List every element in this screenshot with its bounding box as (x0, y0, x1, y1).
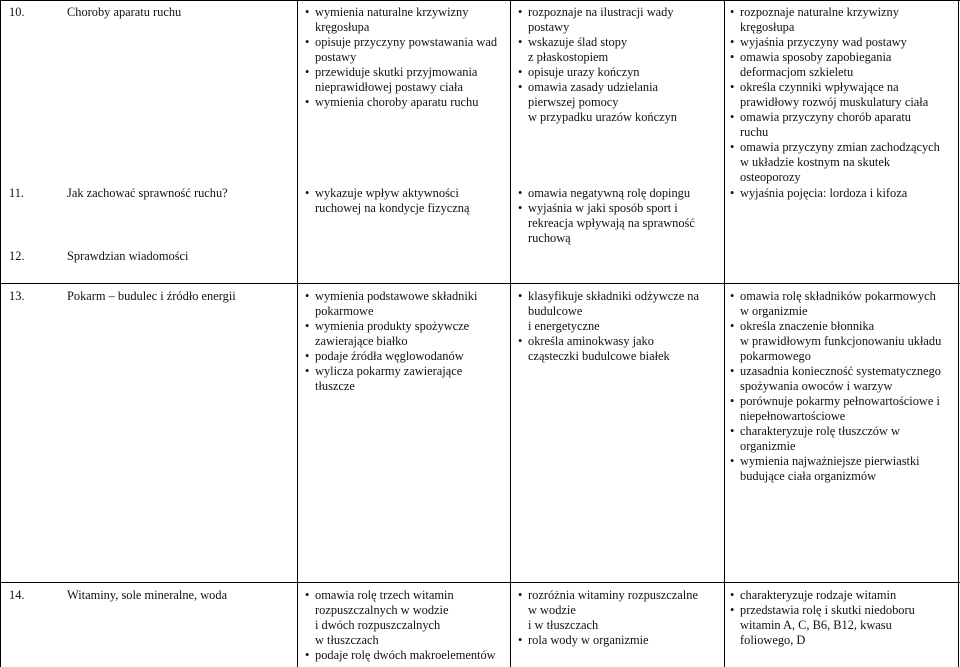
topic-title: Choroby aparatu ruchu (67, 5, 182, 19)
topic-title: Witaminy, sole mineralne, woda (67, 588, 228, 602)
topic-title: Pokarm – budulec i źródło energii (67, 289, 236, 303)
list-item: • przewiduje skutki przyjmowania nieprawidłowej postawy ciała (303, 65, 508, 95)
list-item: • rola wody w organizmie (516, 633, 722, 648)
list-item: • opisuje urazy kończyn (516, 65, 722, 80)
list-item: • wymienia choroby aparatu ruchu (303, 95, 508, 110)
list-item: • omawia rolę trzech witamin rozpuszczalnych w wodzie i dwóch rozpuszczalnych w tłuszczach (303, 588, 508, 648)
topic-entry (9, 289, 295, 304)
topic-cell (9, 588, 295, 603)
list-item: • określa aminokwasy jako cząsteczki budulcowe białek (516, 334, 722, 364)
requirements-basic-cell (303, 5, 508, 110)
column-divider (724, 0, 725, 667)
requirements-basic-cell (303, 588, 508, 663)
requirements-advanced-cell (728, 186, 958, 201)
requirements-advanced-cell (728, 5, 958, 185)
topic-cell (9, 289, 295, 304)
list-item: • rozpoznaje naturalne krzywizny kręgosłupa (728, 5, 958, 35)
list-item: • wylicza pokarmy zawierające tłuszcze (303, 364, 508, 394)
topic-cell (9, 186, 295, 201)
requirements-basic-cell (303, 186, 508, 216)
topic-title: Jak zachować sprawność ruchu? (67, 186, 228, 200)
list-item: • wymienia naturalne krzywizny kręgosłupa (303, 5, 508, 35)
row-divider (0, 582, 960, 583)
topic-entry (9, 5, 295, 20)
requirements-basic-cell (303, 289, 508, 394)
list-item: • porównuje pokarmy pełnowartościowe i niepełnowartościowe (728, 394, 958, 424)
requirements-extended-cell (516, 588, 722, 648)
list-item: • omawia rolę składników pokarmowych w organizmie (728, 289, 958, 319)
topic-entry (9, 249, 295, 264)
list-item: • omawia zasady udzielania pierwszej pomocy w przypadku urazów kończyn (516, 80, 722, 125)
column-divider (297, 0, 298, 667)
list-item: • wskazuje ślad stopy z płaskostopiem (516, 35, 722, 65)
list-item: • wymienia produkty spożywcze zawierające białko (303, 319, 508, 349)
list-item: • rozpoznaje na ilustracji wady postawy (516, 5, 722, 35)
topic-entry (9, 588, 295, 603)
requirements-advanced-cell (728, 588, 958, 648)
topic-cell (9, 5, 295, 20)
topic-title: Sprawdzian wiadomości (67, 249, 189, 263)
list-item: • wymienia najważniejsze pierwiastki budujące ciała organizmów (728, 454, 958, 484)
table-border-top (0, 0, 960, 1)
requirements-extended-cell (516, 186, 722, 246)
topic-number: 12. (9, 249, 25, 263)
list-item: • wyjaśnia przyczyny wad postawy (728, 35, 958, 50)
requirements-advanced-cell (728, 289, 958, 484)
list-item: • uzasadnia konieczność systematycznego spożywania owoców i warzyw (728, 364, 958, 394)
table-border-left (0, 0, 1, 667)
list-item: • rozróżnia witaminy rozpuszczalne w wodzie i w tłuszczach (516, 588, 722, 633)
list-item: • charakteryzuje rodzaje witamin (728, 588, 958, 603)
topic-number: 13. (9, 289, 25, 303)
row-divider (0, 283, 960, 284)
list-item: • wymienia podstawowe składniki pokarmowe (303, 289, 508, 319)
column-divider (510, 0, 511, 667)
topic-number: 14. (9, 588, 25, 602)
list-item: • określa znaczenie błonnika w prawidłowym funkcjonowaniu układu pokarmowego (728, 319, 958, 364)
list-item: • przedstawia rolę i skutki niedoboru witamin A, C, B6, B12, kwasu foliowego, D (728, 603, 958, 648)
list-item: • charakteryzuje rolę tłuszczów w organizmie (728, 424, 958, 454)
requirements-extended-cell (516, 289, 722, 364)
requirements-extended-cell (516, 5, 722, 125)
list-item: • wyjaśnia w jaki sposób sport i rekreacja wpływają na sprawność ruchową (516, 201, 722, 246)
list-item: • klasyfikuje składniki odżywcze na budulcowe i energetyczne (516, 289, 722, 334)
topic-number: 11. (9, 186, 25, 200)
list-item: • omawia przyczyny zmian zachodzących w układzie kostnym na skutek osteoporozy (728, 140, 958, 185)
list-item: • wykazuje wpływ aktywności ruchowej na kondycje fizyczną (303, 186, 508, 216)
topic-number: 10. (9, 5, 25, 19)
list-item: • podaje rolę dwóch makroelementów (303, 648, 508, 663)
list-item: • określa czynniki wpływające na prawidłowy rozwój muskulatury ciała (728, 80, 958, 110)
list-item: • podaje źródła węglowodanów (303, 349, 508, 364)
topic-entry (9, 186, 295, 201)
topic-cell (9, 249, 295, 264)
list-item: • wyjaśnia pojęcia: lordoza i kifoza (728, 186, 958, 201)
list-item: • omawia przyczyny chorób aparatu ruchu (728, 110, 958, 140)
table-border-right (958, 0, 959, 667)
list-item: • opisuje przyczyny powstawania wad postawy (303, 35, 508, 65)
list-item: • omawia negatywną rolę dopingu (516, 186, 722, 201)
list-item: • omawia sposoby zapobiegania deformacjom szkieletu (728, 50, 958, 80)
